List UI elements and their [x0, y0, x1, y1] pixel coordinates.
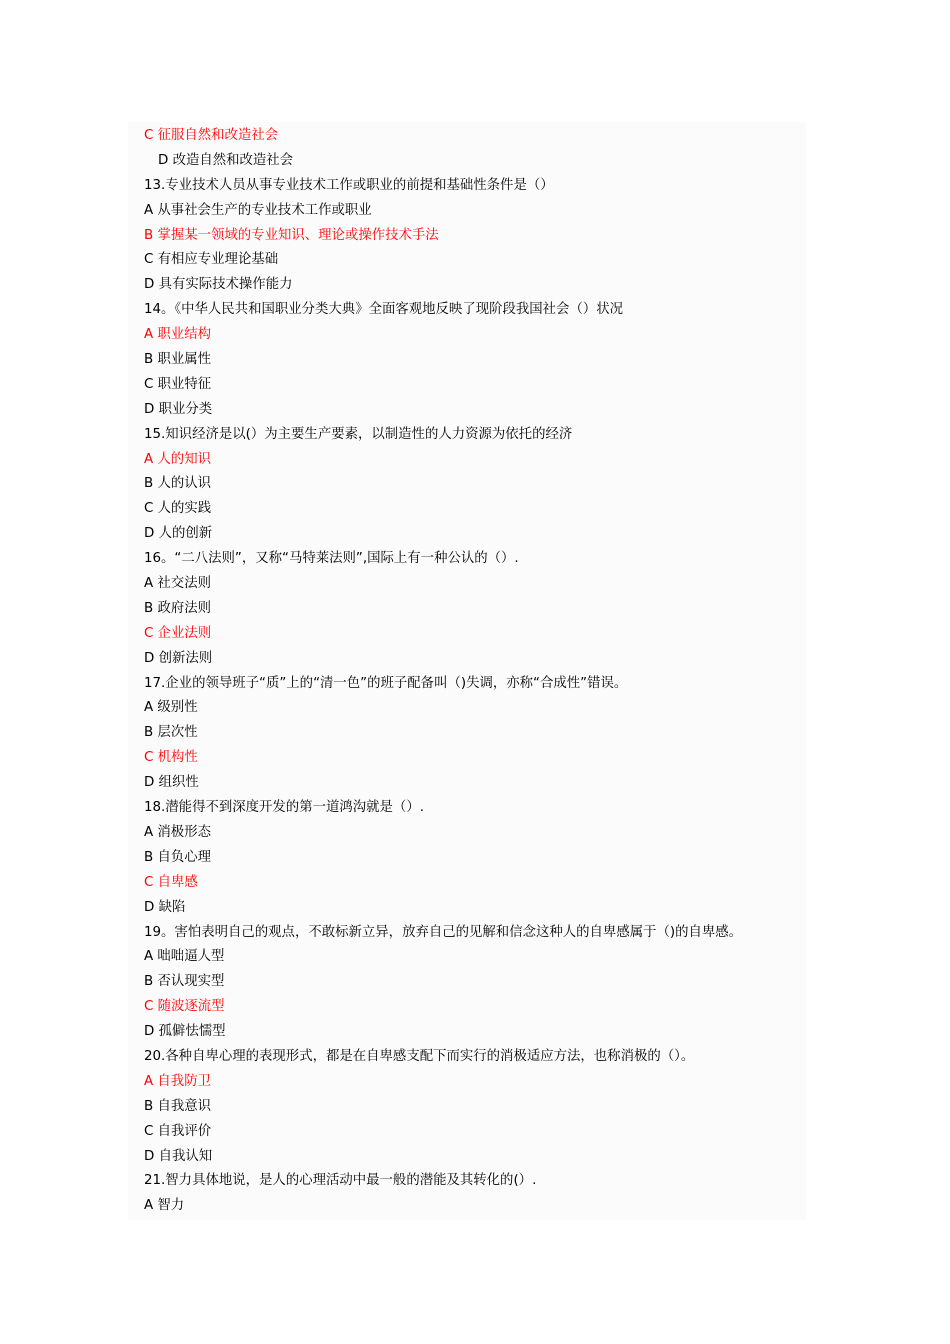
answer-option-correct: A 人的知识	[144, 451, 211, 467]
answer-option: D 组织性	[144, 775, 199, 791]
answer-option: A 消极形态	[144, 824, 211, 840]
answer-option: B 职业属性	[144, 352, 212, 368]
answer-option: B 层次性	[144, 725, 198, 741]
answer-option: C 人的实践	[144, 501, 212, 517]
answer-option-correct: C 自卑感	[144, 874, 198, 890]
answer-option: D 缺陷	[144, 899, 186, 915]
question-text: 19。害怕表明自己的观点，不敢标新立异，放弃自己的见解和信念这种人的自卑感属于（)的自卑感。	[144, 924, 743, 940]
answer-option: A 级别性	[144, 700, 198, 716]
answer-option-correct: A 自我防卫	[144, 1073, 211, 1089]
answer-option: B 自我意识	[144, 1098, 212, 1114]
answer-option: C 自我评价	[144, 1123, 212, 1139]
answer-option: D 人的创新	[144, 526, 213, 542]
question-text: 21.智力具体地说，是人的心理活动中最一般的潜能及其转化的(）.	[144, 1173, 537, 1189]
answer-option: C 职业特征	[144, 376, 212, 392]
answer-option: B 政府法则	[144, 600, 212, 616]
answer-option: A 智力	[144, 1198, 185, 1214]
question-text: 14。《中华人民共和国职业分类大典》全面客观地反映了现阶段我国社会（）状况	[144, 302, 624, 318]
question-text: 20.各种自卑心理的表现形式，都是在自卑感支配下而实行的消极适应方法，也称消极的（）。	[144, 1048, 695, 1064]
question-text: 18.潜能得不到深度开发的第一道鸿沟就是（）.	[144, 800, 424, 816]
answer-option: D 孤僻怯懦型	[144, 1024, 226, 1040]
answer-option-correct: C 机构性	[144, 750, 198, 766]
question-text: 13.专业技术人员从事专业技术工作或职业的前提和基础性条件是（）	[144, 177, 554, 193]
question-text: 16。“二八法则”，又称“马特莱法则”,国际上有一种公认的（）.	[144, 551, 519, 567]
answer-option: D 创新法则	[144, 650, 213, 666]
answer-option: B 自负心理	[144, 849, 212, 865]
answer-option: D 职业分类	[144, 401, 213, 417]
answer-option: D 改造自然和改造社会	[158, 152, 294, 168]
answer-option-correct: B 掌握某一领域的专业知识、理论或操作技术手法	[144, 227, 439, 243]
answer-option: C 有相应专业理论基础	[144, 252, 279, 268]
answer-option: A 从事社会生产的专业技术工作或职业	[144, 202, 372, 218]
question-text: 15.知识经济是以(）为主要生产要素，以制造性的人力资源为依托的经济	[144, 426, 573, 442]
answer-option: B 人的认识	[144, 476, 212, 492]
answer-option: B 否认现实型	[144, 974, 225, 990]
answer-option-correct: C 企业法则	[144, 625, 212, 641]
question-text: 17.企业的领导班子“质”上的“清一色”的班子配备叫（)失调，亦称“合成性”错误。	[144, 675, 628, 691]
answer-option-correct: C 征服自然和改造社会	[144, 128, 279, 143]
question-list	[144, 124, 804, 1219]
answer-option: A 咄咄逼人型	[144, 949, 225, 965]
answer-option: A 社交法则	[144, 576, 211, 592]
answer-option-correct: A 职业结构	[144, 327, 211, 343]
answer-option-correct: C 随波逐流型	[144, 999, 225, 1015]
answer-option: D 自我认知	[144, 1148, 213, 1164]
answer-option: D 具有实际技术操作能力	[144, 277, 293, 293]
